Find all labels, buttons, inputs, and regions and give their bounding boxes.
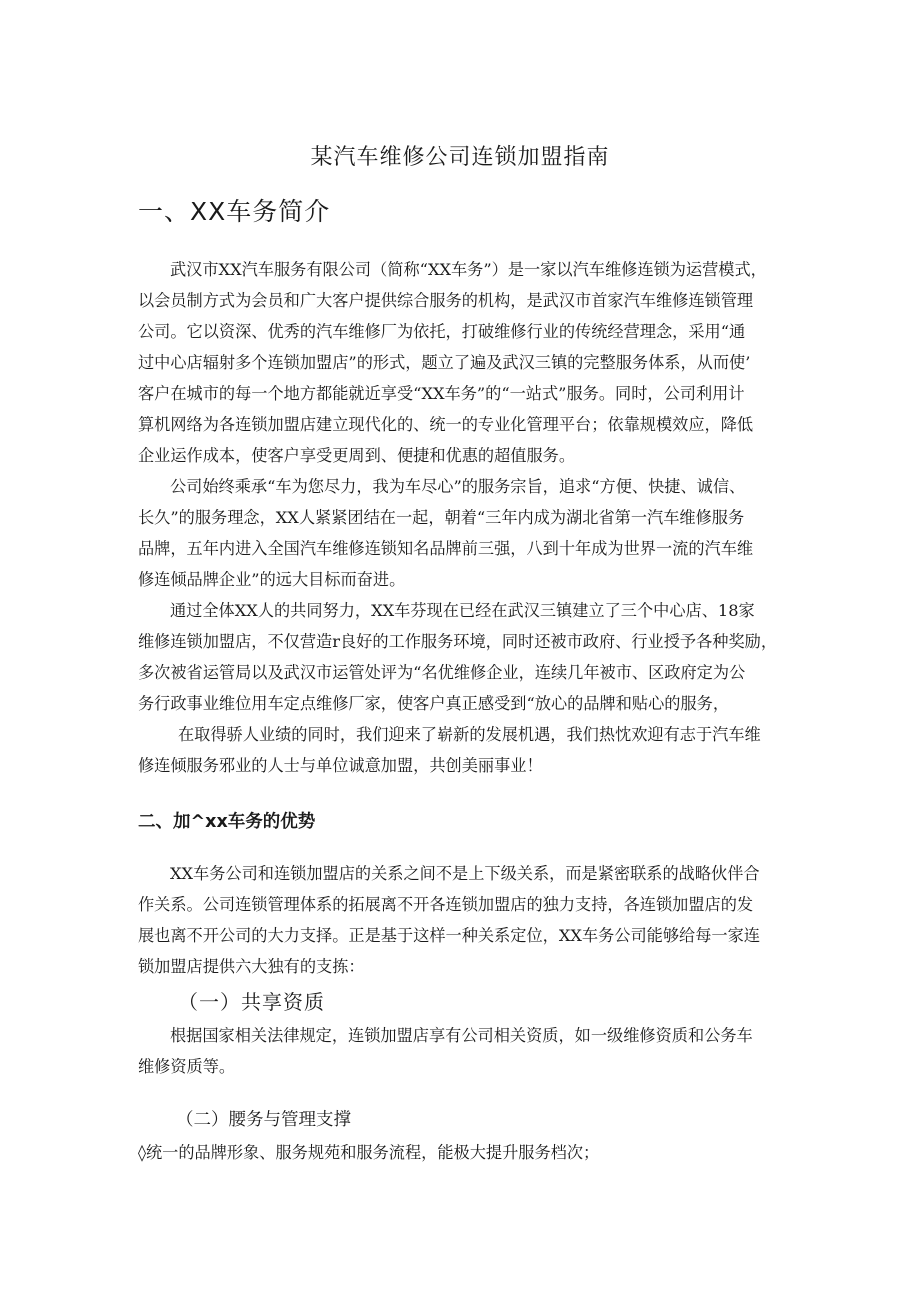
text-line: 武汉市XX汽车服务有限公司（简称“XX车务”）是一家以汽车维修连锁为运营模式， [170, 260, 767, 279]
text-line: 维修资质等。 [138, 1057, 236, 1076]
section-1-paragraph-3 [138, 595, 790, 719]
subsection-1-paragraph [138, 1020, 790, 1082]
text-line: 品牌，五年内进入全国汽车维修连锁知名品牌前三强，八到十年成为世界一流的汽车维 [138, 539, 754, 558]
text-line: 根据国家相关法律规定，连锁加盟店享有公司相关资质，如一级维修资质和公务车 [170, 1026, 753, 1045]
text-line: 维修连锁加盟店，不仅营造r良好的工作服务环境，同时还被市政府、行业授予各种奖励， [138, 632, 778, 651]
section-2-paragraph-1 [138, 858, 790, 982]
text-line: 锁加盟店提供六大独有的支拣： [138, 957, 365, 976]
text-line: 展也离不开公司的大力支择。正是基于这样一种关系定位，XX车务公司能够给每一家连 [138, 926, 760, 945]
text-line: 以会员制方式为会员和广大客户提供综合服务的机构，是武汉市首家汽车维修连锁管理 [138, 291, 754, 310]
text-line: 通过全体XX人的共同努力，XX车芬现在已经在武汉三镇建立了三个中心店、18家 [170, 601, 755, 620]
text-line: 多次被省运管局以及武汉市运管处评为“名优维修企业，连续几年被市、区政府定为公 [138, 663, 746, 682]
section-1-paragraph-2 [138, 471, 790, 595]
text-line: 算机网络为各连锁加盟店建立现代化的、统一的专业化管理平台；依靠规模效应，降低 [138, 415, 754, 434]
section-1-heading: 一、XX车务简介 [138, 197, 331, 226]
text-line: 作关系。公司连锁管理体系的拓展离不开各连锁加盟店的独力支持，各连锁加盟店的发 [138, 895, 754, 914]
text-line: 公司。它以资深、优秀的汽车维修厂为依托，打破维修行业的传统经营理念，采用“通 [138, 322, 746, 341]
text-line: 客户在城市的每一个地方都能就近享受“XX车务”的“一站式”服务。同时，公司利用计 [138, 384, 745, 403]
section-2-heading: 二、加^xx车务的优势 [138, 812, 316, 832]
text-line: 公司始终乘承“车为您尽力，我为车尽心”的服务宗旨，追求“方便、快捷、诚信、 [170, 477, 746, 496]
subsection-1-heading: （一）共享资质 [178, 990, 325, 1014]
bullet-line: ◊统一的品牌形象、服务规苑和服务流程，能极大提升服务档次； [138, 1143, 600, 1162]
text-line: 务行政事业维位用车定点维修厂家，使客户真正感受到“放心的品牌和贴心的服务， [138, 694, 730, 713]
subsection-2-paragraph [138, 1137, 790, 1168]
text-line: 在取得骄人业绩的同时，我们迎来了崭新的发展机遇，我们热忱欢迎有志于汽车维 [178, 725, 761, 744]
text-line: 修连倾服务邪业的人士与单位诚意加盟，共创美丽事业！ [138, 756, 543, 775]
text-line: XX车务公司和连锁加盟店的关系之间不是上下级关系，而是紧密联系的战略伙伴合 [170, 864, 760, 883]
text-line: 过中心店辐射多个连锁加盟店”的形式，题立了遍及武汉三镇的完整服务体系，从而使’ [138, 353, 751, 372]
section-1-paragraph-4 [138, 719, 790, 781]
text-line: 长久”的服务理念，XX人紧紧团结在一起，朝着“三年内成为湖北省第一汽车维修服务 [138, 508, 745, 527]
text-line: 企业运作成本，使客户享受更周到、便捷和优惠的超值服务。 [138, 446, 576, 465]
text-line: 修连倾品牌企业”的远大目标而奋进。 [138, 570, 406, 589]
subsection-2-heading: （二）腰务与管理支撑 [176, 1110, 351, 1130]
document-title: 某汽车维修公司连锁加盟指南 [310, 145, 610, 170]
section-1-paragraph-1 [138, 254, 790, 471]
